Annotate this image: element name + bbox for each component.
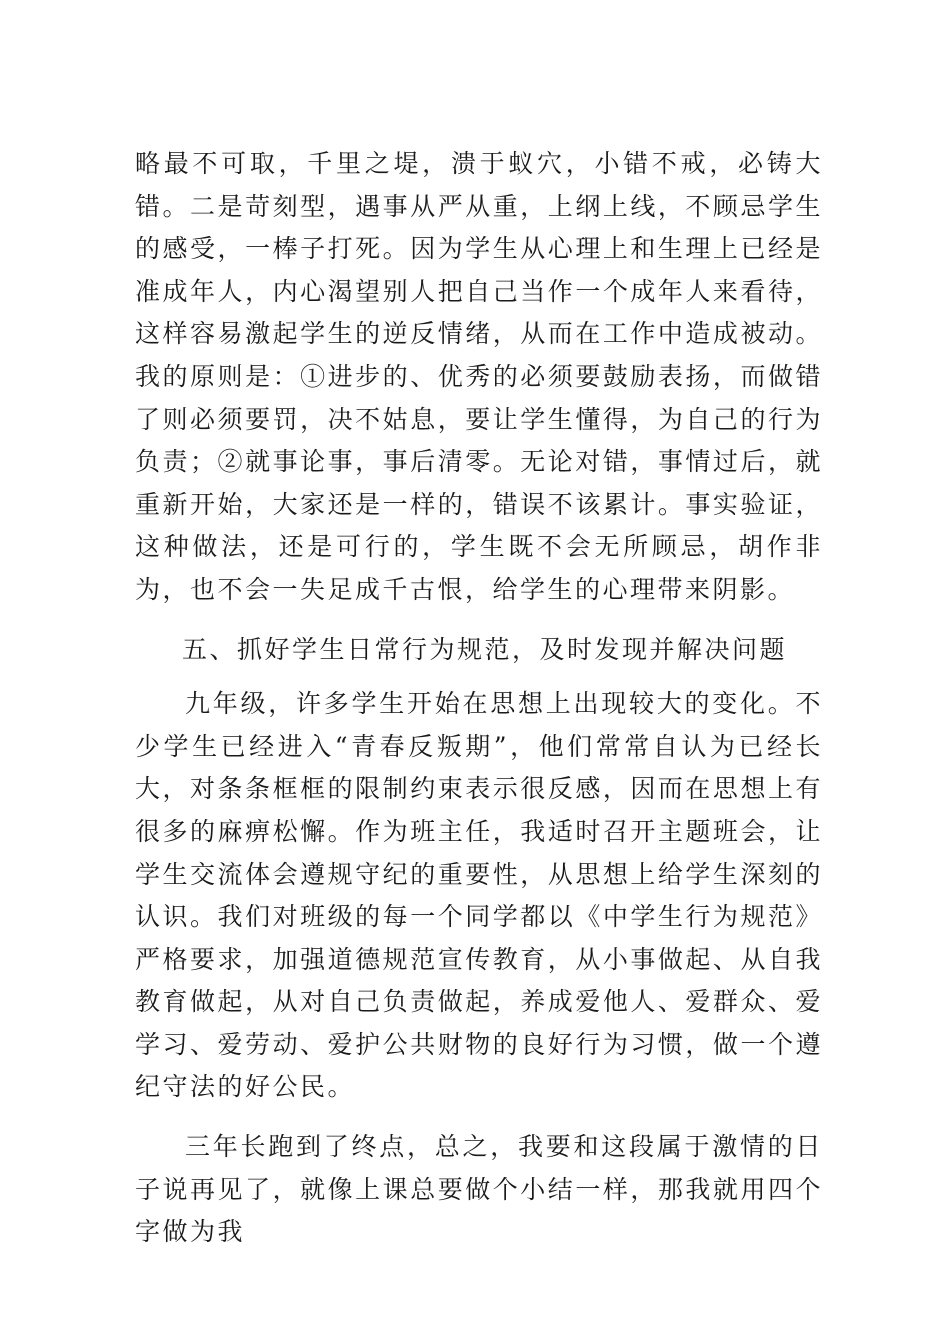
paragraph-conclusion: 三年长跑到了终点，总之，我要和这段属于激情的日子说再见了，就像上课总要做个小结一样，那我就用四个字做为我 <box>135 1132 823 1247</box>
paragraph-continued: 略最不可取，千里之堤，溃于蚁穴，小错不戒，必铸大错。二是苛刻型，遇事从严从重，上纲上线，不顾忌学生的感受，一棒子打死。因为学生从心理上和生理上已经是准成年人，内心渴望别人把自己当作一个成年人来看待，这样容易激起学生的逆反情绪，从而在工作中造成被动。我的原则是：①进步的、优秀的必须要鼓励表扬，而做错了则必须要罚，决不姑息，要让学生懂得，为自己的行为负责；②就事论事，事后清零。无论对错，事情过后，就重新开始，大家还是一样的，错误不该累计。事实验证，这种做法，还是可行的，学生既不会无所顾忌，胡作非为，也不会一失足成千古恨，给学生的心理带来阴影。 <box>135 149 823 604</box>
paragraph-behavior-norms: 九年级，许多学生开始在思想上出现较大的变化。不少学生已经进入“青春反叛期”，他们常常自认为已经长大，对条条框框的限制约束表示很反感，因而在思想上有很多的麻痹松懈。作为班主任，我适时召开主题班会，让学生交流体会遵规守纪的重要性，从思想上给学生深刻的认识。我们对班级的每一个同学都以《中学生行为规范》严格要求，加强道德规范宣传教育，从小事做起、从自我教育做起，从对自己负责做起，养成爱他人、爱群众、爱学习、爱劳动、爱护公共财物的良好行为习惯，做一个遵纪守法的好公民。 <box>135 689 823 1102</box>
document-body <box>135 143 823 1254</box>
section-heading: 五、抓好学生日常行为规范，及时发现并解决问题 <box>182 634 788 664</box>
